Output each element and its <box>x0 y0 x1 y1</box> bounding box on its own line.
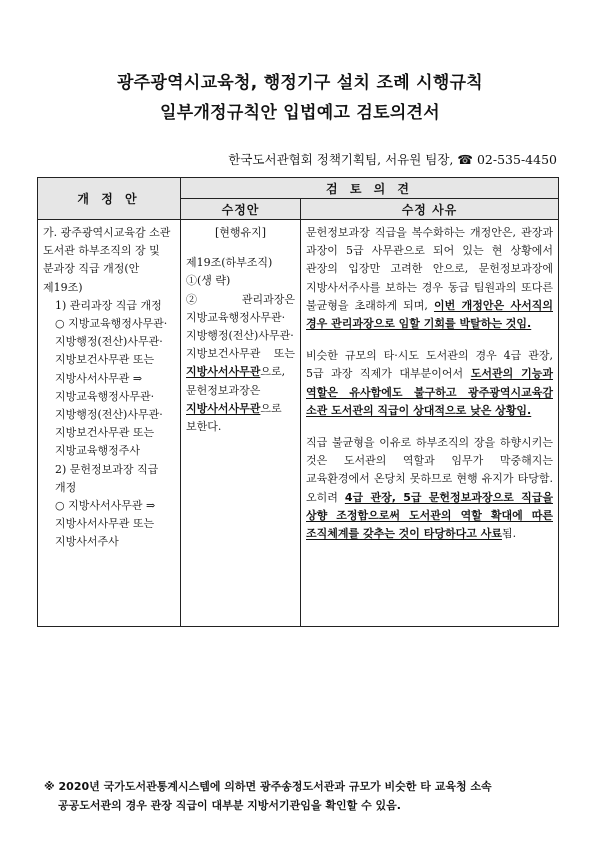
footnote-line2: 공공도서관의 경우 관장 직급이 대부분 지방서기관임을 확인할 수 있음. <box>58 799 401 812</box>
footnote-line1: ※ 2020년 국가도서관통계시스템에 의하면 광주송정도서관과 규모가 비슷한 타 교육청 소속 <box>44 780 492 793</box>
reason-cell <box>301 220 559 627</box>
proposal-sub1: 1) 관리과장 직급 개정 <box>55 298 162 312</box>
reason-3-tail: 됨. <box>501 527 517 541</box>
proposal-sub2: 2) 문헌정보과장 직급 개정 <box>55 462 159 494</box>
document-title-line2: 일부개정규칙안 입법예고 검토의견서 <box>160 103 440 123</box>
revision-text-mid: 으로, 문헌정보과장은 <box>186 365 286 397</box>
proposal-item-a: 가. 광주광역시교육감 소관 도서관 하부조직의 장 및 분과장 직급 개정(안 제19조) <box>43 226 171 294</box>
document-title-line1: 광주광역시교육청, 행정기구 설치 조례 시행규칙 <box>116 73 484 93</box>
reason-2-highlight: 도서관의 기능과 역할은 유사함에도 불구하고 광주광역시교육감 소관 도서관의 직급이 상대적으로 낮은 상황임. <box>306 367 554 417</box>
header-revision: 수정안 <box>181 199 301 220</box>
reason-1-text: 문헌정보과장 직급을 복수화하는 개정안은, 관장과 과장이 5급 사무관으로 되어 있는 현 상황에서 관장의 입장만 고려한 안으로, 문헌정보과장에 지방사서주사를 보하는 경우 동급 팀원과의 또다른 불균형을 초래하게 되며, <box>306 226 553 312</box>
revision-highlight-1: 지방사서사무관 <box>186 365 261 379</box>
reason-paragraph-3 <box>306 434 553 543</box>
reason-3-text: 직급 불균형을 이유로 하부조직의 장을 하향시키는 것은 도서관의 역할과 임무가 막중해지는 교육환경에서 온당치 못하므로 현행 유지가 타당함. 오히려 <box>306 436 553 504</box>
footnote <box>44 777 564 815</box>
revision-paragraph <box>186 291 295 437</box>
reason-3-highlight: 4급 관장, 5급 문헌정보과장으로 직급을 상향 조정함으로써 도서관의 역할 확대에 따른 조직체계를 갖추는 것이 타당하다고 사료 <box>306 490 553 541</box>
telephone-icon: ☎ <box>457 152 473 167</box>
revision-text-pre: ② 관리과장은 지방교육행정사무관·지방행정(전산)사무관·지방보건사무관 또는 <box>186 292 295 361</box>
reason-paragraph-1 <box>306 224 553 333</box>
reason-paragraph-2 <box>306 347 553 420</box>
proposal-cell <box>38 220 181 627</box>
proposal-sub2-detail: ○ 지방사서사무관 ⇒ 지방사서사무관 또는 지방사서주사 <box>55 499 156 549</box>
revision-text-post: 으로 보한다. <box>186 401 282 434</box>
revision-cell <box>181 220 301 627</box>
author-text: 한국도서관협회 정책기획팀, 서유원 팀장, <box>228 152 454 167</box>
revision-keep: [현행유지] <box>214 226 267 239</box>
header-reason: 수정 사유 <box>301 199 559 220</box>
header-review-group: 검 토 의 견 <box>181 178 559 199</box>
author-line <box>228 150 557 168</box>
revision-highlight-2: 지방사서사무관 <box>186 401 261 415</box>
reason-2-text: 비슷한 규모의 타·시도 도서관의 경우 4급 관장, 5급 과장 직제가 대부분이어서 <box>306 349 553 381</box>
reason-1-highlight: 이번 개정안은 사서직의 경우 관리과장으로 임할 기회를 박탈하는 것임. <box>306 298 554 331</box>
revision-article: 제19조(하부조직) ①(생 략) <box>186 256 273 288</box>
header-proposal: 개 정 안 <box>38 178 181 220</box>
proposal-sub1-detail: ○ 지방교육행정사무관·지방행정(전산)사무관·지방보건사무관 또는 지방사서사무관 ⇒ 지방교육행정사무관·지방행정(전산)사무관·지방보건사무관 또는 지방교육행정주사 <box>55 317 168 458</box>
review-table <box>37 177 559 627</box>
phone-number: 02-535-4450 <box>476 152 557 167</box>
